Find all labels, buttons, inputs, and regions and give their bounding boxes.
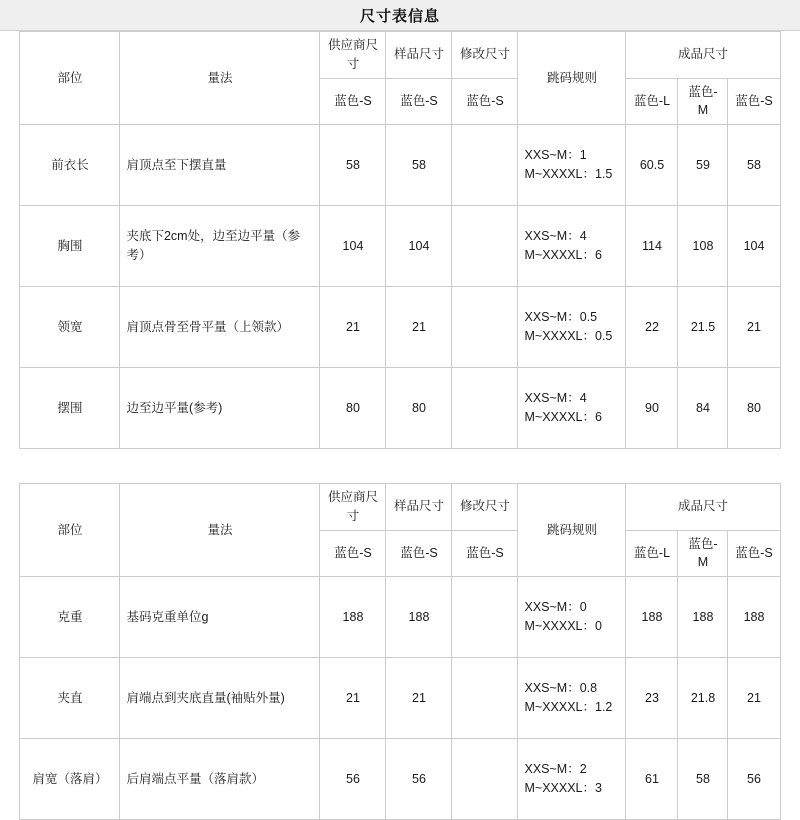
col-header-part: 部位 xyxy=(20,32,120,125)
col-subheader-modify: 蓝色-S xyxy=(452,530,518,577)
rule-line-1: XXS~M：1 xyxy=(524,148,587,163)
cell-part: 夹直 xyxy=(20,658,120,739)
col-header-supplier: 供应商尺寸 xyxy=(320,32,386,79)
cell-modify xyxy=(452,287,518,368)
cell-modify xyxy=(452,206,518,287)
cell-size-m: 21.8 xyxy=(678,658,728,739)
rule-line-1: XXS~M：4 xyxy=(524,229,587,244)
cell-size-s: 21 xyxy=(728,658,780,739)
cell-sample: 58 xyxy=(386,125,452,206)
size-table-2 xyxy=(19,483,780,820)
cell-method: 后肩端点平量（落肩款） xyxy=(120,739,320,820)
col-header-finished: 成品尺寸 xyxy=(626,32,780,79)
col-subheader-l: 蓝色-L xyxy=(626,530,678,577)
col-subheader-m: 蓝色-M xyxy=(678,530,728,577)
rule-line-1: XXS~M：0 xyxy=(524,600,587,615)
col-header-sample: 样品尺寸 xyxy=(386,484,452,531)
rule-line-1: XXS~M：2 xyxy=(524,762,587,777)
cell-size-l: 61 xyxy=(626,739,678,820)
cell-sample: 21 xyxy=(386,658,452,739)
cell-rule xyxy=(518,125,626,206)
cell-part: 领宽 xyxy=(20,287,120,368)
cell-method: 基码克重单位g xyxy=(120,577,320,658)
col-header-method: 量法 xyxy=(120,32,320,125)
rule-line-2: M~XXXXL：0 xyxy=(524,619,602,633)
cell-size-s: 104 xyxy=(728,206,780,287)
col-subheader-l: 蓝色-L xyxy=(626,78,678,125)
cell-size-m: 59 xyxy=(678,125,728,206)
cell-size-m: 21.5 xyxy=(678,287,728,368)
rule-line-1: XXS~M：0.5 xyxy=(524,310,598,325)
rule-line-2: M~XXXXL：3 xyxy=(524,781,602,795)
table-row xyxy=(20,739,780,820)
col-header-part: 部位 xyxy=(20,484,120,577)
cell-part: 前衣长 xyxy=(20,125,120,206)
cell-size-s: 21 xyxy=(728,287,780,368)
cell-method: 肩顶点骨至骨平量（上领款） xyxy=(120,287,320,368)
cell-method: 肩端点到夹底直量(袖贴外量) xyxy=(120,658,320,739)
table-separator xyxy=(0,449,800,483)
table-row xyxy=(20,658,780,739)
cell-size-m: 84 xyxy=(678,368,728,449)
rule-line-2: M~XXXXL：6 xyxy=(524,248,602,262)
cell-supplier: 58 xyxy=(320,125,386,206)
col-header-modify: 修改尺寸 xyxy=(452,32,518,79)
col-header-rule: 跳码规则 xyxy=(518,484,626,577)
cell-rule xyxy=(518,739,626,820)
cell-sample: 188 xyxy=(386,577,452,658)
cell-size-l: 114 xyxy=(626,206,678,287)
cell-modify xyxy=(452,368,518,449)
cell-modify xyxy=(452,739,518,820)
cell-method: 肩顶点至下摆直量 xyxy=(120,125,320,206)
cell-size-l: 22 xyxy=(626,287,678,368)
col-header-modify: 修改尺寸 xyxy=(452,484,518,531)
cell-size-s: 188 xyxy=(728,577,780,658)
col-header-sample: 样品尺寸 xyxy=(386,32,452,79)
col-subheader-sample: 蓝色-S xyxy=(386,78,452,125)
cell-supplier: 21 xyxy=(320,658,386,739)
cell-size-m: 58 xyxy=(678,739,728,820)
rule-line-1: XXS~M：0.8 xyxy=(524,681,598,696)
cell-modify xyxy=(452,577,518,658)
cell-rule xyxy=(518,287,626,368)
cell-rule xyxy=(518,206,626,287)
cell-sample: 104 xyxy=(386,206,452,287)
col-header-supplier: 供应商尺寸 xyxy=(320,484,386,531)
table-row xyxy=(20,287,780,368)
cell-size-s: 56 xyxy=(728,739,780,820)
cell-part: 克重 xyxy=(20,577,120,658)
cell-supplier: 188 xyxy=(320,577,386,658)
cell-sample: 56 xyxy=(386,739,452,820)
col-subheader-supplier: 蓝色-S xyxy=(320,530,386,577)
rule-line-2: M~XXXXL：6 xyxy=(524,410,602,424)
rule-line-2: M~XXXXL：0.5 xyxy=(524,329,613,343)
page-title xyxy=(0,0,800,31)
col-header-finished: 成品尺寸 xyxy=(626,484,780,531)
cell-size-m: 188 xyxy=(678,577,728,658)
size-table-1 xyxy=(19,31,780,449)
cell-size-s: 58 xyxy=(728,125,780,206)
cell-size-l: 90 xyxy=(626,368,678,449)
col-subheader-sample: 蓝色-S xyxy=(386,530,452,577)
cell-rule xyxy=(518,577,626,658)
col-subheader-m: 蓝色-M xyxy=(678,78,728,125)
col-subheader-s: 蓝色-S xyxy=(728,530,780,577)
col-header-rule: 跳码规则 xyxy=(518,32,626,125)
cell-method: 边至边平量(参考) xyxy=(120,368,320,449)
cell-part: 摆围 xyxy=(20,368,120,449)
cell-size-l: 60.5 xyxy=(626,125,678,206)
table-row xyxy=(20,577,780,658)
col-subheader-supplier: 蓝色-S xyxy=(320,78,386,125)
rule-line-2: M~XXXXL：1.5 xyxy=(524,167,613,181)
cell-sample: 21 xyxy=(386,287,452,368)
cell-rule xyxy=(518,368,626,449)
cell-method: 夹底下2cm处，边至边平量（参考） xyxy=(120,206,320,287)
cell-modify xyxy=(452,658,518,739)
table-header-row xyxy=(20,484,780,531)
cell-supplier: 56 xyxy=(320,739,386,820)
table-row xyxy=(20,125,780,206)
cell-size-m: 108 xyxy=(678,206,728,287)
table-row xyxy=(20,368,780,449)
page-title-text: 尺寸表信息 xyxy=(359,7,440,25)
cell-size-l: 23 xyxy=(626,658,678,739)
cell-part: 肩宽（落肩） xyxy=(20,739,120,820)
col-subheader-s: 蓝色-S xyxy=(728,78,780,125)
cell-modify xyxy=(452,125,518,206)
rule-line-2: M~XXXXL：1.2 xyxy=(524,700,613,714)
cell-size-s: 80 xyxy=(728,368,780,449)
col-subheader-modify: 蓝色-S xyxy=(452,78,518,125)
cell-sample: 80 xyxy=(386,368,452,449)
col-header-method: 量法 xyxy=(120,484,320,577)
cell-supplier: 104 xyxy=(320,206,386,287)
cell-supplier: 21 xyxy=(320,287,386,368)
cell-rule xyxy=(518,658,626,739)
table-header-row xyxy=(20,32,780,79)
cell-size-l: 188 xyxy=(626,577,678,658)
table-row xyxy=(20,206,780,287)
cell-part: 胸围 xyxy=(20,206,120,287)
cell-supplier: 80 xyxy=(320,368,386,449)
rule-line-1: XXS~M：4 xyxy=(524,391,587,406)
